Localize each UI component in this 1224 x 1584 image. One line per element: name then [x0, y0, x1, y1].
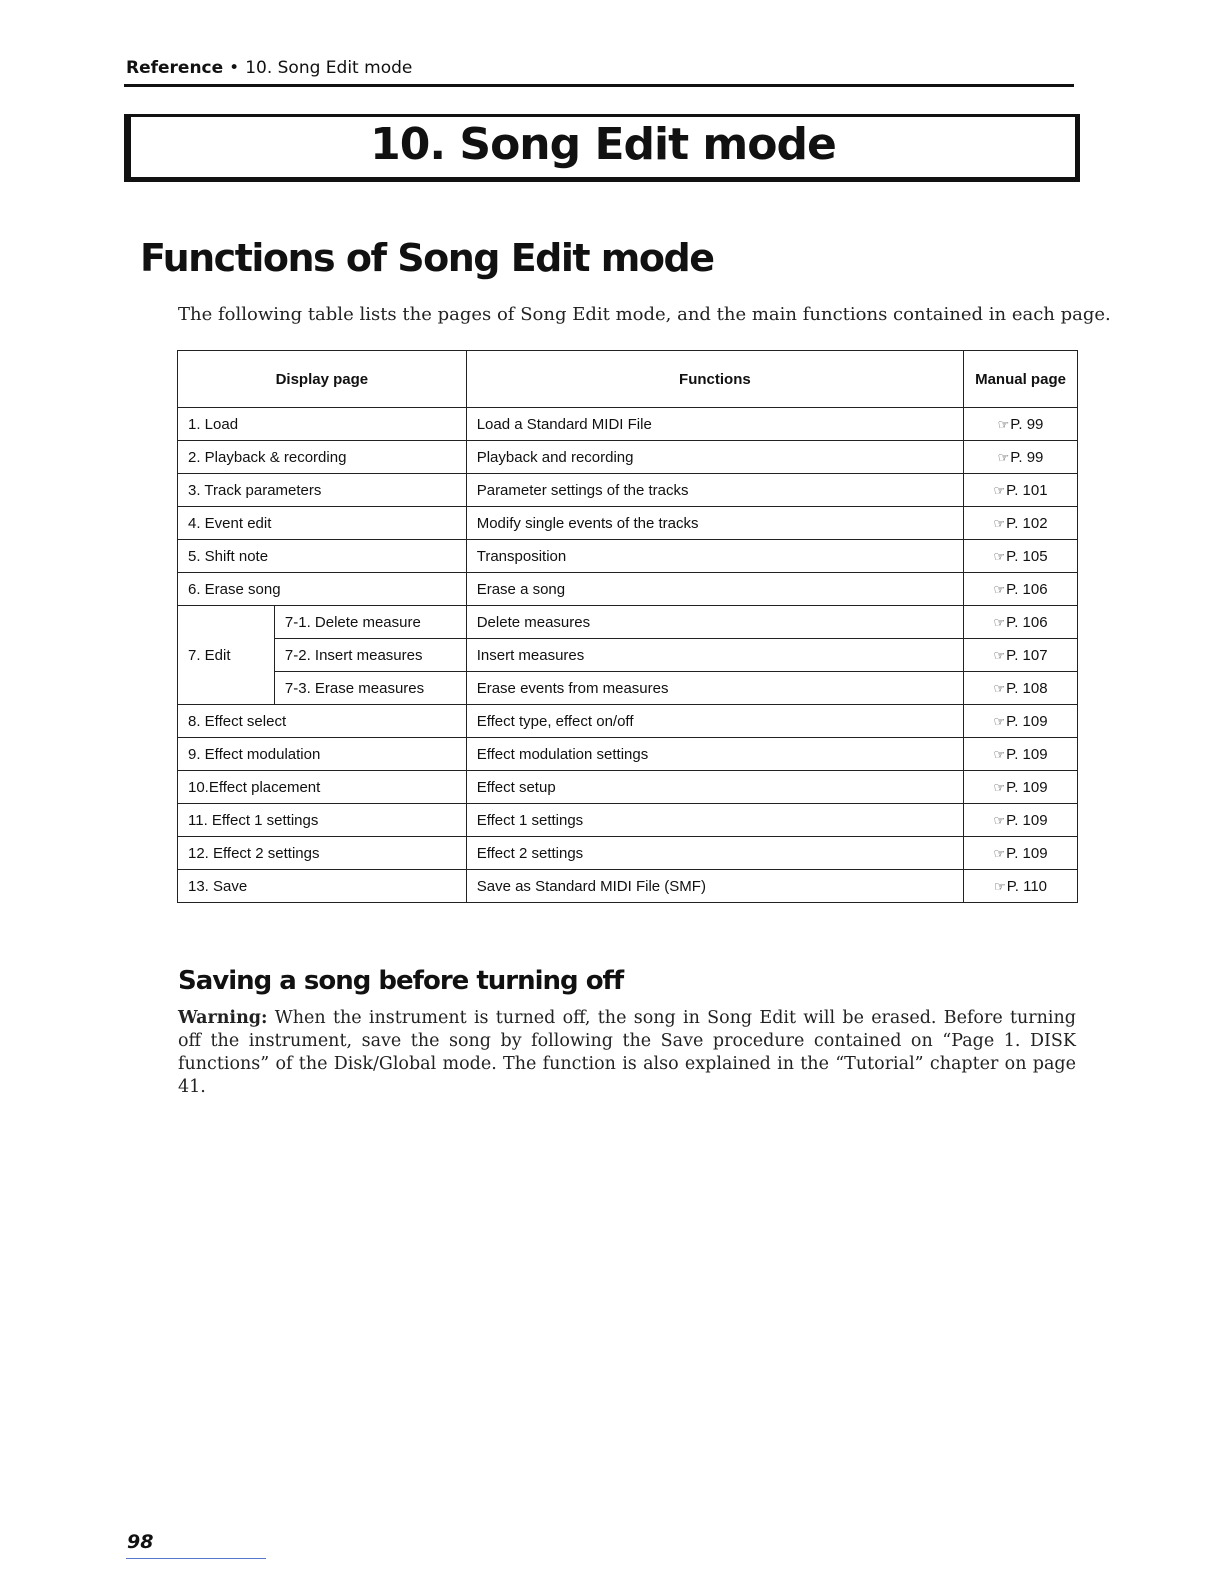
pointing-hand-icon: ☞ — [997, 416, 1010, 432]
warning-text: When the instrument is turned off, the song in Song Edit will be erased. Before turning off the instrument, save the song by following the Save procedure contained on “Page 1. DISK functions” of the Disk/Global mode. The function is also explained in the “Tutorial” chapter on page 41. — [178, 1008, 1076, 1097]
manual-page-ref: P. 106 — [1006, 580, 1048, 598]
pointing-hand-icon: ☞ — [993, 845, 1006, 861]
warning-paragraph — [178, 1007, 1076, 1099]
page-number: 98 — [127, 1531, 154, 1553]
header-rule — [124, 84, 1074, 87]
manual-page-ref: P. 106 — [1006, 613, 1048, 631]
manual-page-cell — [964, 870, 1078, 903]
pointing-hand-icon: ☞ — [993, 482, 1006, 498]
subsection-title: Saving a song before turning off — [178, 966, 624, 996]
manual-page-ref: P. 110 — [1006, 877, 1048, 895]
table-row — [178, 705, 1078, 738]
display-page-cell: 11. Effect 1 settings — [178, 804, 467, 837]
display-page-cell: 13. Save — [178, 870, 467, 903]
display-page-cell: 6. Erase song — [178, 573, 467, 606]
manual-page-ref: P. 109 — [1006, 811, 1048, 829]
table-header-row — [178, 351, 1078, 408]
function-cell: Parameter settings of the tracks — [466, 474, 963, 507]
pointing-hand-icon: ☞ — [993, 680, 1006, 696]
function-cell: Save as Standard MIDI File (SMF) — [466, 870, 963, 903]
display-subpage-cell: 7-3. Erase measures — [274, 672, 466, 705]
manual-page-cell — [964, 672, 1078, 705]
table-row — [178, 441, 1078, 474]
function-cell: Effect 2 settings — [466, 837, 963, 870]
footer-line — [126, 1558, 266, 1559]
function-cell: Playback and recording — [466, 441, 963, 474]
section-title: Functions of Song Edit mode — [140, 236, 714, 280]
table-body — [178, 408, 1078, 903]
display-page-cell: 5. Shift note — [178, 540, 467, 573]
function-cell: Modify single events of the tracks — [466, 507, 963, 540]
manual-page-ref: P. 101 — [1006, 481, 1048, 499]
table-row — [178, 837, 1078, 870]
manual-page-ref: P. 107 — [1006, 646, 1048, 664]
function-cell: Erase a song — [466, 573, 963, 606]
manual-page-cell — [964, 804, 1078, 837]
manual-page-cell — [964, 573, 1078, 606]
running-header — [126, 58, 412, 78]
manual-page-cell — [964, 474, 1078, 507]
manual-page-cell — [964, 606, 1078, 639]
manual-page-ref: P. 109 — [1006, 778, 1048, 796]
table-row — [178, 507, 1078, 540]
table-row — [178, 804, 1078, 837]
manual-page-ref: P. 109 — [1006, 745, 1048, 763]
manual-page-cell — [964, 408, 1078, 441]
functions-table — [177, 350, 1078, 903]
display-page-cell: 8. Effect select — [178, 705, 467, 738]
table-row — [178, 573, 1078, 606]
table-row — [178, 639, 1078, 672]
manual-page-ref: P. 99 — [1010, 448, 1044, 466]
pointing-hand-icon: ☞ — [993, 713, 1006, 729]
manual-page-cell — [964, 540, 1078, 573]
manual-page-ref: P. 109 — [1006, 712, 1048, 730]
manual-page-cell — [964, 837, 1078, 870]
function-cell: Load a Standard MIDI File — [466, 408, 963, 441]
manual-page-cell — [964, 771, 1078, 804]
manual-page-cell — [964, 705, 1078, 738]
table-row — [178, 870, 1078, 903]
manual-page-cell — [964, 441, 1078, 474]
manual-page-ref: P. 99 — [1010, 415, 1044, 433]
display-page-cell: 2. Playback & recording — [178, 441, 467, 474]
table-row — [178, 474, 1078, 507]
running-header-section: Reference — [126, 58, 224, 78]
table-row — [178, 672, 1078, 705]
function-cell: Delete measures — [466, 606, 963, 639]
running-header-chapter: 10. Song Edit mode — [245, 58, 413, 78]
display-subpage-cell: 7-2. Insert measures — [274, 639, 466, 672]
table-row — [178, 408, 1078, 441]
table-row — [178, 606, 1078, 639]
pointing-hand-icon: ☞ — [993, 746, 1006, 762]
pointing-hand-icon: ☞ — [993, 779, 1006, 795]
pointing-hand-icon: ☞ — [994, 878, 1006, 894]
pointing-hand-icon: ☞ — [993, 515, 1006, 531]
running-header-separator: • — [229, 58, 240, 78]
display-page-cell: 9. Effect modulation — [178, 738, 467, 771]
intro-paragraph: The following table lists the pages of Song Edit mode, and the main functions contained in each page. — [178, 304, 1111, 325]
pointing-hand-icon: ☞ — [993, 812, 1006, 828]
chapter-title-box — [124, 114, 1080, 182]
header-manual-page: Manual page — [964, 351, 1078, 408]
function-cell: Effect modulation settings — [466, 738, 963, 771]
function-cell: Erase events from measures — [466, 672, 963, 705]
display-page-cell: 1. Load — [178, 408, 467, 441]
display-page-cell: 3. Track parameters — [178, 474, 467, 507]
function-cell: Effect 1 settings — [466, 804, 963, 837]
function-cell: Insert measures — [466, 639, 963, 672]
warning-label: Warning: — [178, 1008, 268, 1028]
display-page-cell: 4. Event edit — [178, 507, 467, 540]
function-cell: Effect type, effect on/off — [466, 705, 963, 738]
manual-page-cell — [964, 738, 1078, 771]
table-row — [178, 540, 1078, 573]
manual-page-cell — [964, 507, 1078, 540]
pointing-hand-icon: ☞ — [997, 449, 1010, 465]
table-row — [178, 738, 1078, 771]
manual-page-ref: P. 102 — [1006, 514, 1048, 532]
pointing-hand-icon: ☞ — [993, 647, 1006, 663]
manual-page-ref: P. 108 — [1006, 679, 1048, 697]
manual-page-cell — [964, 639, 1078, 672]
function-cell: Transposition — [466, 540, 963, 573]
display-subpage-cell: 7-1. Delete measure — [274, 606, 466, 639]
pointing-hand-icon: ☞ — [993, 548, 1006, 564]
pointing-hand-icon: ☞ — [993, 614, 1006, 630]
chapter-title: 10. Song Edit mode — [370, 119, 836, 170]
function-cell: Effect setup — [466, 771, 963, 804]
display-page-cell: 10.Effect placement — [178, 771, 467, 804]
display-page-cell: 12. Effect 2 settings — [178, 837, 467, 870]
header-functions: Functions — [466, 351, 963, 408]
table-row — [178, 771, 1078, 804]
edit-group-label: 7. Edit — [178, 606, 275, 705]
pointing-hand-icon: ☞ — [993, 581, 1006, 597]
manual-page-ref: P. 109 — [1006, 844, 1048, 862]
header-display-page: Display page — [178, 351, 467, 408]
manual-page-ref: P. 105 — [1006, 547, 1048, 565]
